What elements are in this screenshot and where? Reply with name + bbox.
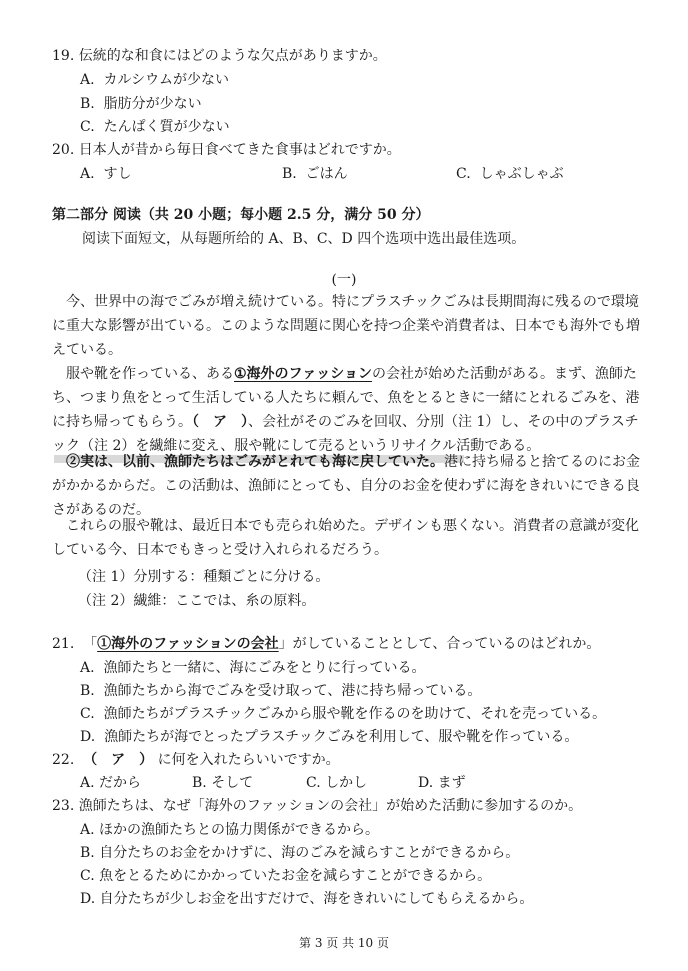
q23-option-b: B. 自分たちのお金をかけずに、海のごみを減らすことができるから。 — [80, 845, 520, 861]
paragraph-text: 港に持ち帰ると捨てるのにお金がかかるからだ。この活動は、漁師にとっても、自分のお金を使わずに海をきれいにできる良さがあるのだ。 — [52, 454, 640, 518]
question-number: 19. — [52, 48, 75, 64]
question-number: 20. — [52, 142, 75, 158]
q21-option-c: C. 漁師たちがプラスチックごみから服や靴を作るのを助けて、それを売っている。 — [80, 706, 607, 722]
q20-option-b: B. ごはん — [282, 166, 348, 182]
blank-a: （ ア ） — [83, 752, 154, 768]
question-stem: 日本人が昔から毎日食べてきた食事はどれですか。 — [78, 142, 401, 158]
question-19 — [52, 46, 387, 66]
blank-a: （ ア ） — [192, 414, 248, 430]
q21-option-b: B. 漁師たちから海でごみを受け取って、港に持ち帰っている。 — [80, 683, 482, 699]
question-21: 21. 「①海外のファッションの会社」がしていることとして、合っているのはどれか。 — [52, 636, 601, 652]
paragraph-text: 服や靴を作っている、ある — [66, 366, 234, 382]
passage-paragraph-3 — [52, 450, 642, 522]
question-20 — [52, 140, 401, 160]
q19-option-b: B. 脂肪分が少ない — [80, 96, 202, 112]
question-22 — [52, 750, 340, 770]
question-stem: 漁師たちは、なぜ「海外のファッションの会社」が始めた活動に参加するのか。 — [78, 798, 583, 814]
passage-heading: (一) — [331, 272, 357, 288]
paragraph-text: の会社が始めた活動がある。まず、漁師たち、つまり魚をとって生活している人たちに頼んで、魚をとるときに一緒にとれるごみを、港に持ち帰ってもらう。 — [52, 366, 640, 430]
q20-option-a: A. すし — [80, 166, 132, 182]
q20-option-c: C. しゃぶしゃぶ — [456, 166, 564, 182]
q21-option-a: A. 漁師たちと一緒に、海にごみをとりに行っている。 — [80, 660, 426, 676]
section-title: 第二部分 阅读（共 20 小题；每小题 2.5 分，满分 50 分） — [52, 207, 430, 223]
q23-option-a: A. ほかの漁師たちとの協力関係ができるから。 — [80, 822, 380, 838]
underlined-phrase-1: ①海外のファッション — [234, 366, 372, 382]
bold-sentence-2: ②実は、以前、漁師たちはごみがとれても海に戻していた。 — [66, 454, 444, 470]
passage-paragraph-4: これらの服や靴は、最近日本でも売られ始めた。デザインも悪くない。消費者の意識が変化している今、日本でもきっと受け入れられるだろう。 — [52, 518, 640, 558]
question-number: 23. — [52, 798, 75, 814]
underlined-phrase: ①海外のファッションの会社 — [97, 636, 279, 652]
q22-option-b: B. そして — [192, 775, 254, 791]
question-stem: 伝統的な和食にはどのような欠点がありますか。 — [78, 48, 387, 64]
q21-option-d: D. 漁師たちが海でとったプラスチックごみを利用して、服や靴を作っている。 — [80, 729, 579, 745]
note-1: （注 1）分別する：種類ごとに分ける。 — [78, 569, 330, 585]
question-number: 22. — [52, 752, 75, 768]
q19-option-a: A. カルシウムが少ない — [80, 72, 229, 88]
question-stem: に何を入れたらいいですか。 — [157, 752, 340, 768]
question-number: 21. — [52, 636, 75, 652]
note-2: （注 2）繊維：ここでは、糸の原料。 — [78, 593, 316, 609]
q19-option-c: C. たんぱく質が少ない — [80, 119, 230, 135]
q22-option-c: C. しかし — [306, 775, 368, 791]
page-footer: 第 3 页 共 10 页 — [299, 936, 389, 950]
passage-paragraph-2 — [52, 362, 642, 458]
passage-paragraph-1: 今、世界中の海でごみが増え続けている。特にプラスチックごみは長期間海に残るので環境に重大な影響が出ている。このような問題に関心を持つ企業や消費者は、日本でも海外でも増えている。 — [52, 294, 640, 358]
paragraph-text: 、会社がそのごみを回収、分別（注 1）し、その中のプラスチック（注 2）を繊維に変え、服や靴にして売るというリサイクル活動である。 — [52, 414, 639, 454]
q22-option-a: A. だから — [80, 775, 142, 791]
q23-option-d: D. 自分たちが少しお金を出すだけで、海をきれいにしてもらえるから。 — [80, 891, 534, 907]
q22-option-d: D. まず — [418, 775, 466, 791]
section-instruction: 阅读下面短文，从每题所给的 A、B、C、D 四个选项中选出最佳选项。 — [82, 231, 526, 247]
question-23 — [52, 796, 582, 816]
q23-option-c: C. 魚をとるためにかかっていたお金を減らすことができるから。 — [80, 868, 492, 884]
